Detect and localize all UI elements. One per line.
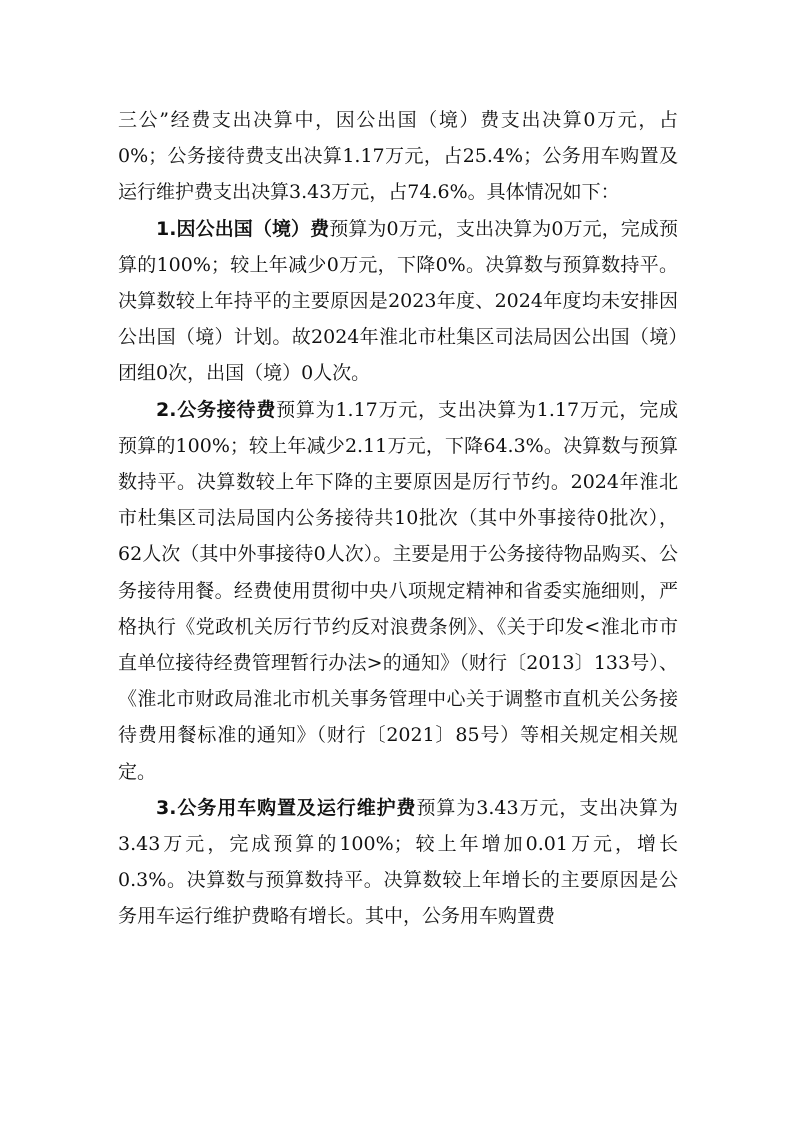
document-page (118, 102, 678, 935)
paragraph-summary-text: 三公”经费支出决算中，因公出国（境）费支出决算0万元，占0%；公务接待费支出决算1.17万元，占25.4%；公务用车购置及运行维护费支出决算3.43万元，占74.6%。具体情况如下： (118, 109, 678, 204)
paragraph-official-vehicles-text: 预算为3.43万元，支出决算为3.43万元，完成预算的100%；较上年增加0.01万元，增长0.3%。决算数与预算数持平。决算数较上年增长的主要原因是公务用车运行维护费略有增长。其中，公务用车购置费 (118, 796, 678, 928)
paragraph-official-vehicles (118, 790, 678, 935)
heading-overseas-travel: 1.因公出国（境）费 (156, 217, 330, 240)
heading-official-vehicles: 3.公务用车购置及运行维护费 (156, 796, 417, 819)
paragraph-overseas-travel-text: 预算为0万元，支出决算为0万元，完成预算的100%；较上年减少0万元，下降0%。决算数与预算数持平。决算数较上年持平的主要原因是2023年度、2024年度均未安排因公出国（境）计划。故2024年淮北市杜集区司法局因公出国（境）团组0次，出国（境）0人次。 (118, 217, 678, 385)
paragraph-official-reception (118, 392, 678, 790)
heading-official-reception: 2.公务接待费 (156, 398, 277, 421)
paragraph-summary (118, 102, 678, 211)
paragraph-overseas-travel (118, 211, 678, 392)
paragraph-official-reception-text: 预算为1.17万元，支出决算为1.17万元，完成预算的100%；较上年减少2.11万元，下降64.3%。决算数与预算数持平。决算数较上年下降的主要原因是厉行节约。2024年淮北市杜集区司法局国内公务接待共10批次（其中外事接待0批次），62人次（其中外事接待0人次）。主要是用于公务接待物品购买、公务接待用餐。经费使用贯彻中央八项规定精神和省委实施细则，严格执行《党政机关厉行节约反对浪费条例》、《关于印发<淮北市市直单位接待经费管理暂行办法>的通知》（财行〔2013〕133号）、《淮北市财政局淮北市机关事务管理中心关于调整市直机关公务接待费用餐标准的通知》（财行〔2021〕85号）等相关规定相关规定。 (118, 398, 678, 783)
